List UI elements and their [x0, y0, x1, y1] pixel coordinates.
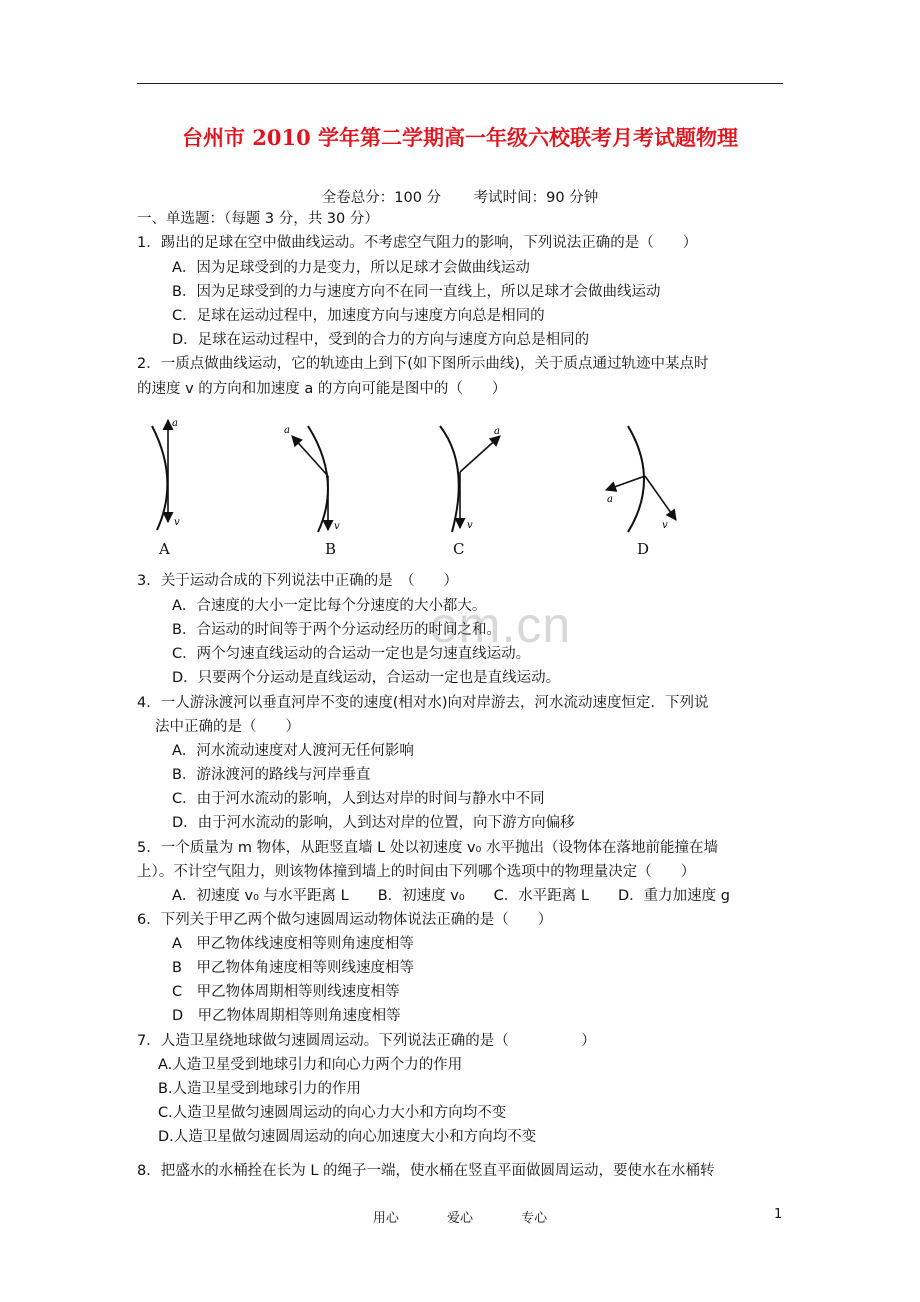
- q6-stem: 6．下列关于甲乙两个做匀速圆周运动物体说法正确的是（ ）: [137, 912, 553, 928]
- q3-option-c: C．两个匀速直线运动的合运动一定也是匀速直线运动。: [172, 646, 531, 662]
- q2-stem-line2: 的速度 v 的方向和加速度 a 的方向可能是图中的（ ）: [137, 381, 507, 397]
- q6-option-a: A 甲乙物体线速度相等则角速度相等: [172, 936, 414, 952]
- q3-option-b: B．合运动的时间等于两个分运动经历的时间之和。: [172, 622, 501, 638]
- figure-d-diagram: [606, 426, 676, 532]
- q4-option-d: D．由于河水流动的影响，人到达对岸的位置，向下游方向偏移: [172, 815, 575, 831]
- q4-option-c: C．由于河水流动的影响，人到达对岸的时间与静水中不同: [172, 791, 545, 807]
- q7-stem: 7．人造卫星绕地球做匀速圆周运动。下列说法正确的是（ ）: [137, 1033, 596, 1049]
- q4-option-b: B．游泳渡河的路线与河岸垂直: [172, 767, 371, 783]
- q3-option-d: D．只要两个分运动是直线运动，合运动一定也是直线运动。: [172, 670, 561, 686]
- page-number: 1: [774, 1207, 783, 1222]
- watermark: om.cn: [430, 597, 572, 653]
- page-title: 台州市 2010 学年第二学期高一年级六校联考月考试题物理: [181, 125, 739, 150]
- figure-label-c: C: [453, 540, 465, 558]
- q2-figure: [0, 410, 920, 540]
- label-a-d: a: [607, 494, 613, 505]
- figure-label-d: D: [637, 540, 650, 558]
- exam-meta: [0, 186, 920, 207]
- q3-option-a: A．合速度的大小一定比每个分速度的大小都大。: [172, 598, 487, 614]
- trajectory-curve-c: [440, 426, 459, 532]
- vector-v-d: [645, 476, 676, 520]
- q5-stem-line2: 上）。不计空气阻力，则该物体撞到墙上的时间由下列哪个选项中的物理量决定（ ）: [137, 864, 696, 880]
- q1-option-c: C．足球在运动过程中，加速度方向与速度方向总是相同的: [172, 308, 545, 324]
- q4-stem-line2: 法中正确的是（ ）: [155, 719, 300, 735]
- label-a-a: a: [172, 418, 178, 429]
- label-a-c: a: [494, 426, 500, 437]
- exam-time: 考试时间：90 分钟: [473, 190, 599, 206]
- q8-stem: 8．把盛水的水桶拴在长为 L 的绳子一端，使水桶在竖直平面做圆周运动，要使水在水桶转: [137, 1163, 715, 1179]
- q6-option-d: D 甲乙物体周期相等则角速度相等: [172, 1008, 401, 1024]
- q5-stem-line1: 5．一个质量为 m 物体，从距竖直墙 L 处以初速度 v₀ 水平抛出（设物体在落地前能撞在墙: [137, 840, 718, 856]
- label-v-b: v: [334, 521, 340, 532]
- q7-option-b: B.人造卫星受到地球引力的作用: [158, 1081, 362, 1097]
- footer-word-1: 用心: [372, 1211, 399, 1226]
- figure-c-diagram: [440, 426, 500, 532]
- q1-option-b: B．因为足球受到的力与速度方向不在同一直线上，所以足球才会做曲线运动: [172, 284, 661, 300]
- label-v-c: v: [467, 520, 473, 531]
- figure-label-b: B: [325, 540, 337, 558]
- trajectory-curve-b: [308, 426, 328, 532]
- q1-stem: 1．踢出的足球在空中做曲线运动。不考虑空气阻力的影响，下列说法正确的是（ ）: [137, 235, 698, 251]
- figure-b-diagram: [284, 425, 340, 532]
- q4-stem-line1: 4．一人游泳渡河以垂直河岸不变的速度(相对水)向对岸游去，河水流动速度恒定．下列说: [137, 695, 709, 711]
- q7-option-d: D.人造卫星做匀速圆周运动的向心加速度大小和方向均不变: [158, 1129, 537, 1145]
- q4-option-a: A．河水流动速度对人渡河无任何影响: [172, 743, 414, 759]
- section-heading: 一、单选题：（每题 3 分，共 30 分）: [137, 211, 379, 227]
- q7-option-c: C.人造卫星做匀速圆周运动的向心力大小和方向均不变: [158, 1105, 507, 1121]
- vector-a-c: [460, 436, 500, 472]
- figure-a-diagram: [152, 418, 180, 530]
- figure-label-a: A: [159, 540, 170, 558]
- q3-stem: 3．关于运动合成的下列说法中正确的是 （ ）: [137, 573, 458, 589]
- header-rule: [137, 83, 783, 84]
- total-score: 全卷总分：100 分: [321, 190, 442, 206]
- trajectory-curve-a: [152, 426, 167, 530]
- q1-option-d: D．足球在运动过程中，受到的合力的方向与速度方向总是相同的: [172, 332, 590, 348]
- label-v-d: v: [662, 520, 668, 531]
- q5-options: A．初速度 v₀ 与水平距离 L B．初速度 v₀ C．水平距离 L D．重力加速度 g: [172, 888, 730, 904]
- q6-option-c: C 甲乙物体周期相等则线速度相等: [172, 984, 400, 1000]
- q2-stem-line1: 2．一质点做曲线运动，它的轨迹由上到下(如下图所示曲线)，关于质点通过轨迹中某点时: [137, 356, 709, 372]
- footer-word-2: 爱心: [446, 1211, 473, 1226]
- label-v-a: v: [174, 517, 180, 528]
- q6-option-b: B 甲乙物体角速度相等则线速度相等: [172, 960, 414, 976]
- q1-option-a: A．因为足球受到的力是变力，所以足球才会做曲线运动: [172, 260, 530, 276]
- q7-option-a: A.人造卫星受到地球引力和向心力两个力的作用: [158, 1057, 463, 1073]
- footer-word-3: 专心: [521, 1211, 548, 1226]
- vector-a-d: [606, 476, 645, 490]
- label-a-b: a: [284, 425, 290, 436]
